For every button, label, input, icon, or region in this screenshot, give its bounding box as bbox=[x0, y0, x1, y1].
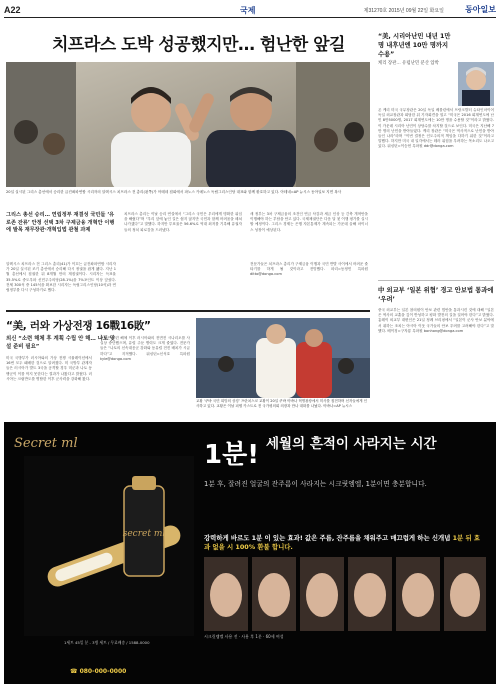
ad-headline: 세월의 흔적이 사라지는 시간 bbox=[266, 436, 437, 452]
faces-caption: 시크릿엠엘 사용 전 · 사용 후 1분 · 60세 여성 bbox=[204, 634, 284, 639]
page-number: A22 bbox=[4, 5, 21, 15]
photo-caption bbox=[6, 190, 370, 195]
ad-phone: ☎ 080-000-0000 bbox=[70, 668, 127, 675]
right-divider bbox=[378, 280, 494, 281]
right-article-1-title: “美, 시리아난민 내년 1만 명 내후년엔 10만 명까지 수용” bbox=[378, 33, 451, 58]
ad-guarantee-highlight: 1분 뒤 효과 없을 시 100% 환불 합니다. bbox=[204, 534, 481, 551]
pope-photo bbox=[196, 318, 370, 398]
main-photo bbox=[6, 62, 370, 187]
issue-meta: 제31270호 2015년 09월 22일 화요일 bbox=[363, 8, 444, 14]
middle-col-2: 미국은 소련 해체 이후 러시아와의 전면전 시나리오를 사실상 중단했으며, 유럽 주둔 병력도 크게 줄였다. 전문가들은 “나토의 신속대응군 강화와 동유럽 전진 배치가 시급하다”고 지적했다. 워싱턴=신석호 특파원 kyle@donga.com bbox=[100, 336, 190, 361]
caption-credit: 동아일보 지면 복사 bbox=[311, 190, 342, 194]
before-after-faces bbox=[204, 557, 486, 631]
kerry-photo bbox=[458, 62, 494, 106]
ad-brand: Secret ml bbox=[14, 436, 78, 451]
right-article-1-body: 존 케리 미국 국무장관은 20일 독일 베를린에서 프랑크발터 슈타인마이어 독일 외교장관과 회담한 뒤 기자회견을 열고 “미국은 2016 회계연도에 난민 8만5000명, 2017 회계연도에는 10만 명을 수용할 것”이라고 밝혔다. 이 가운데 시리아 난민이 상당수를 차지할 것으로 보인다. 미국은 지난해 7만 명의 난민을 받아들였다. 케리 장관은 “미국은 역사적으로 난민을 받아들인 나라”라며 “이번 결정은 인도주의적 책임을 다하기 위한 것”이라고 말했다. 하지만 미국 내 일각에서는 테러 위험을 우려하는 목소리도 나오고 있다. 워싱턴=이승헌 특파원 ddr@donga.com bbox=[378, 108, 494, 149]
right-article-1-subtitle: 케리 장관… 유럽난민 분산 압박 bbox=[378, 61, 439, 66]
middle-subhead: 외신 “소련 해체 후 계획 수립 안 해… 나토 맞설 준비 필요” bbox=[6, 336, 116, 350]
ad-guarantee-text: 강력하게 바르도 1분 이 있는 효과! 값은 주름, 잔주름을 채워주고 매끄럽게 하는 신개념 bbox=[204, 534, 453, 542]
ad-guarantee bbox=[204, 534, 484, 552]
section-divider bbox=[6, 310, 370, 312]
main-headline: 치프라스 도박 성공했지만… 험난한 앞길 bbox=[52, 35, 345, 55]
advertisement bbox=[4, 422, 496, 684]
page-header bbox=[4, 4, 496, 18]
ad-headline-number: 1분! bbox=[204, 440, 260, 470]
right-article-2-body: 중국 외교부는 일본 참의원이 안보 관련 법안을 통과시킨 것에 대해 “일본은 역사의 교훈을 깊이 반성하고 평화 발전의 길을 걸어야 한다”고 밝혔다. 훙레이 외교부 대변인은 21일 정례 브리핑에서 “일본이 군사 안보 분야에서 취하는 조치는 아시아 이웃 국가들의 안보 우려를 고려해야 한다”고 말했다. 베이징=구자룡 특파원 bonhong@donga.com bbox=[378, 308, 494, 333]
article-subhead: 그리스 총선 승리… 연립정부 재결성 국민들 ‘유로존 잔류’ 안정 선택 3차 구제금융 개혁안 이행에 발목 재무장관·개혁입법 관철 과제 bbox=[6, 212, 115, 233]
ad-order-info: 1세트 45일 분 - 3병 세트 / 무료배송 / 1588-0000 bbox=[64, 640, 150, 645]
right-article-2-title: 中 외교부 ‘일본 위협’ 경고 안보법 통과에 ‘우려’ bbox=[378, 287, 494, 303]
ad-tagline: 1분 후, 잘려진 얼굴의 잔주름이 사라지는 시크릿엠엘, 1분이면 충분합니다. bbox=[204, 480, 427, 488]
bottle-label: secret ml bbox=[122, 529, 166, 539]
article-col-1: 알렉시스 치프라스 전 그리스 총리(41)가 이끄는 급진좌파연합 시리자가 20일 실시된 조기 총선에서 승리해 다시 정권을 잡게 됐다. 지난 1월 총선에서 집권한 뒤 8개월 만의 재집권이다. 시리자는 득표율 35.5%로 중도우파 신민주주의당(28.1%)을 7%포인트 이상 앞섰다. 전체 300석 중 145석을 확보한 시리자는 독립그리스인당(10석)과 연립정부를 다시 구성하기로 했다. bbox=[6, 262, 116, 293]
article-col-3: 새 정부는 3차 구제금융의 조건인 연금 삭감과 세금 인상 등 긴축 개혁안을 이행해야 하는 부담을 안고 있다. 국제채권단은 다음 달 첫 이행 평가를 실시할 예정이다. 그리스 경제는 은행 자본통제가 계속되는 가운데 올해 마이너스 성장이 예상된다. bbox=[250, 212, 368, 232]
article-col-4: 전문가들은 치프라스 총리가 구제금융 이행과 국민 반발 사이에서 어려운 줄타기를 하게 될 것이라고 전망했다. 파리=동정민 특파원 ditto@donga.com bbox=[250, 262, 368, 277]
product-image bbox=[24, 456, 194, 636]
section-label: 국제 bbox=[240, 6, 256, 15]
middle-headline: “美, 러와 가상전쟁 16戰16敗” bbox=[6, 320, 151, 332]
middle-col-1: 미국 국방부가 러시아와의 가상 전쟁 시뮬레이션에서 16번 모두 패배한 것으로 알려졌다. 미 국방부 관계자들은 러시아가 발트 3국을 공격할 경우 미군과 나토 동맹군이 이를 막지 못한다는 결과가 나왔다고 밝혔다. 러시아는 크림반도를 병합한 이후 군사력을 강화해 왔다. bbox=[6, 356, 92, 381]
caption-text: 20일 실시된 그리스 총선에서 승리한 급진좌파연합 시리자의 알렉시스 치프라스 전 총리(왼쪽)가 아테네 집회에서 파노스 카메노스 독립그리스인당 대표와 함께 환호하고 있다. 아테네=AP 뉴시스 bbox=[6, 190, 310, 194]
article-col-2: 치프라스 총리는 이날 승리 연설에서 “그리스 국민은 우리에게 명확한 위임을 해줬다”며 “우리 앞에 놓인 길은 쉽지 않지만 국민과 함께 어려움을 헤쳐 나가겠다”고 말했다. 하지만 투표율은 56.6%로 역대 최저를 기록해 유권자들의 정치 피로감을 드러냈다. bbox=[124, 212, 242, 232]
pope-photo-caption: 교황 ‘쿠바 국민 희망의 상징’ 프란치스코 교황이 20일 쿠바 아바나 혁명광장에서 미사를 집전하며 신자들에게 인사하고 있다. 교황은 이날 피델 카스트로 전 국가평의회 의장과 만나 대화를 나눴다. 아바나=AP 뉴시스 bbox=[196, 399, 368, 408]
newspaper-logo: 동아일보 bbox=[465, 4, 496, 14]
